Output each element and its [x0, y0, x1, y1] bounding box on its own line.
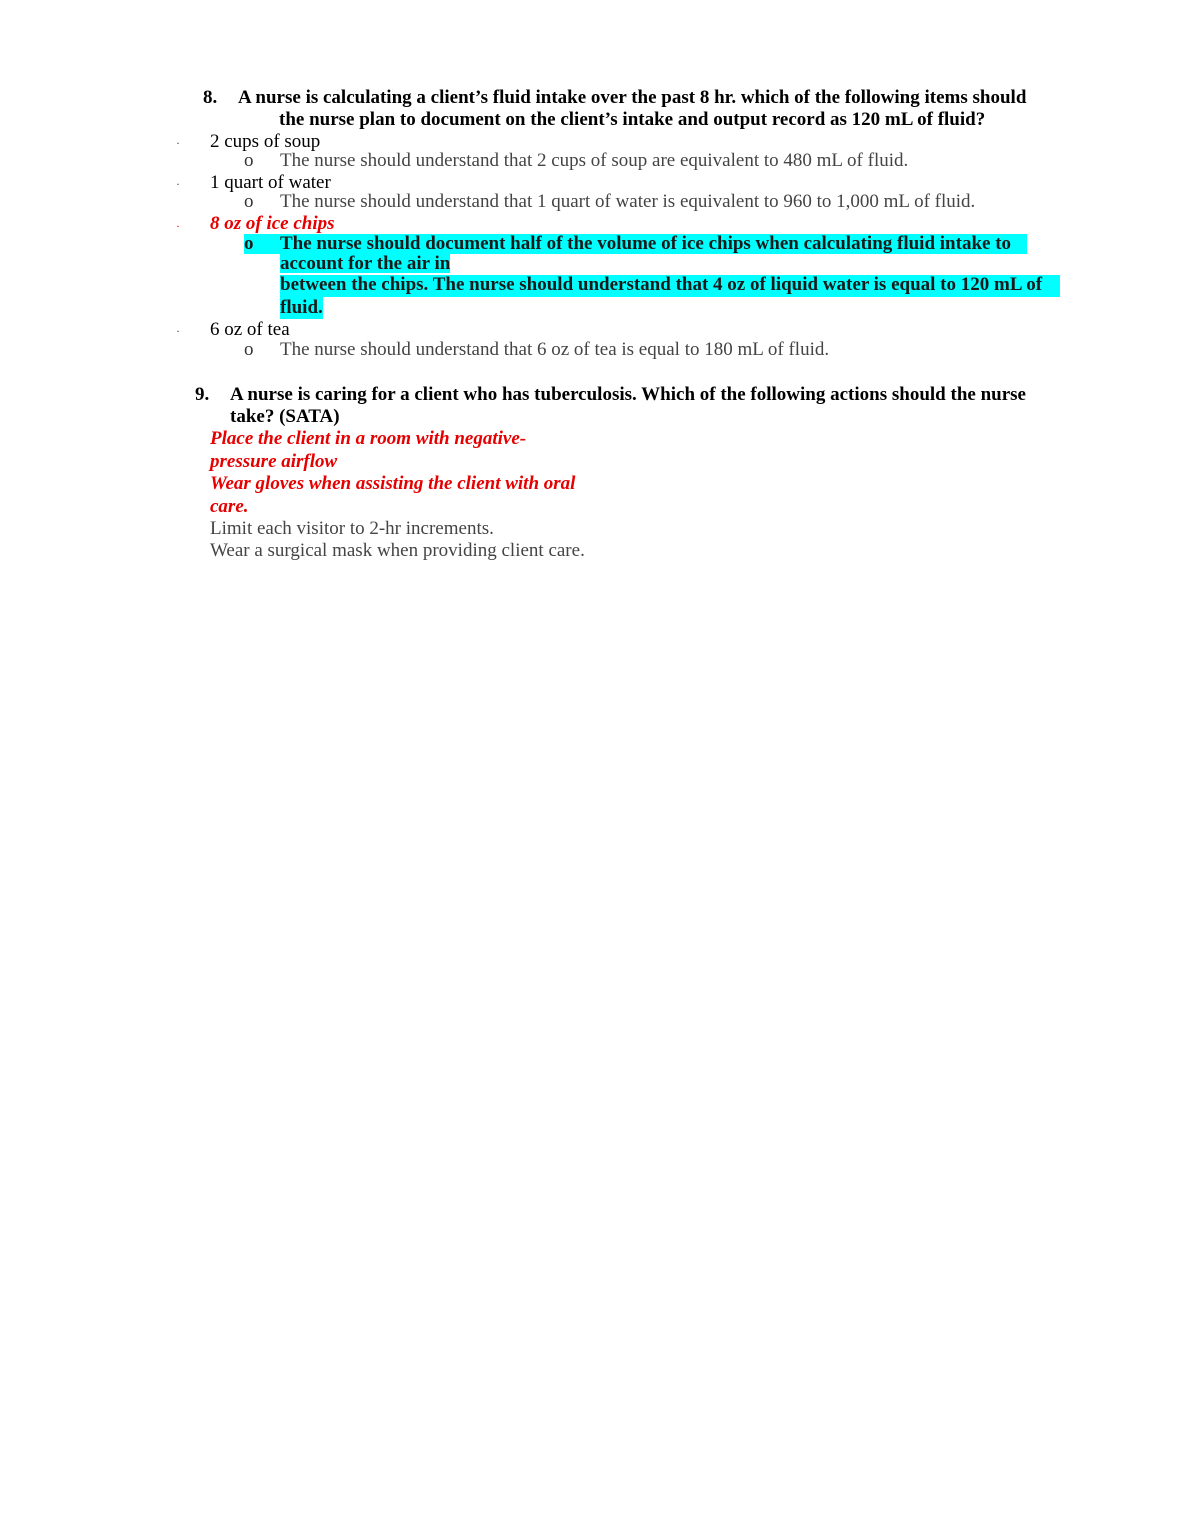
bullet-icon: · — [176, 136, 180, 150]
answer-negative-pressure-room-line-2: pressure airflow — [210, 451, 338, 472]
answer-wear-gloves-line-1: Wear gloves when assisting the client with oral — [210, 473, 576, 494]
question-9-text-line-1: A nurse is caring for a client who has tuberculosis. Which of the following actions should the nurse — [230, 384, 1026, 405]
answer-wear-gloves-line-2: care. — [210, 496, 249, 517]
answer-limit-visitors: Limit each visitor to 2-hr increments. — [210, 518, 494, 539]
bullet-icon: · — [176, 219, 180, 233]
question-8-number: 8. — [203, 87, 218, 108]
bullet-icon: · — [176, 177, 180, 191]
option-6-oz-tea: 6 oz of tea — [210, 319, 290, 340]
question-8-text-line-2: the nurse plan to document on the client’s intake and output record as 120 mL of fluid? — [279, 109, 986, 130]
explanation-text: The nurse should document half of the volume of ice chips when calculating fluid intake to — [280, 233, 1012, 254]
option-1-quart-water: 1 quart of water — [210, 172, 331, 193]
option-explanation: The nurse should understand that 2 cups of soup are equivalent to 480 mL of fluid. — [280, 150, 909, 171]
sub-bullet-icon: o — [244, 233, 254, 254]
highlighted-explanation-line-3: between the chips. The nurse should understand that 4 oz of liquid water is equal to 120 mL of — [280, 275, 1060, 297]
sub-bullet-icon: o — [244, 339, 254, 360]
question-9-text-line-2: take? (SATA) — [230, 406, 340, 427]
question-9-number: 9. — [195, 384, 210, 405]
highlighted-explanation-line-2: account for the air in — [280, 253, 451, 274]
option-explanation: The nurse should understand that 1 quart of water is equivalent to 960 to 1,000 mL of fluid. — [280, 191, 976, 212]
option-8-oz-ice-chips-correct: 8 oz of ice chips — [210, 213, 335, 234]
answer-surgical-mask: Wear a surgical mask when providing client care. — [210, 540, 585, 561]
bullet-icon: · — [176, 324, 180, 338]
sub-bullet-icon: o — [244, 191, 254, 212]
highlighted-explanation-line-4: fluid. — [280, 297, 323, 318]
answer-negative-pressure-room-line-1: Place the client in a room with negative- — [210, 428, 527, 449]
option-2-cups-soup: 2 cups of soup — [210, 131, 321, 152]
highlighted-explanation-line-1 — [244, 234, 1027, 254]
question-8-text-line-1: A nurse is calculating a client’s fluid intake over the past 8 hr. which of the following items should — [238, 87, 1027, 108]
option-explanation: The nurse should understand that 6 oz of tea is equal to 180 mL of fluid. — [280, 339, 830, 360]
sub-bullet-icon: o — [244, 150, 254, 171]
